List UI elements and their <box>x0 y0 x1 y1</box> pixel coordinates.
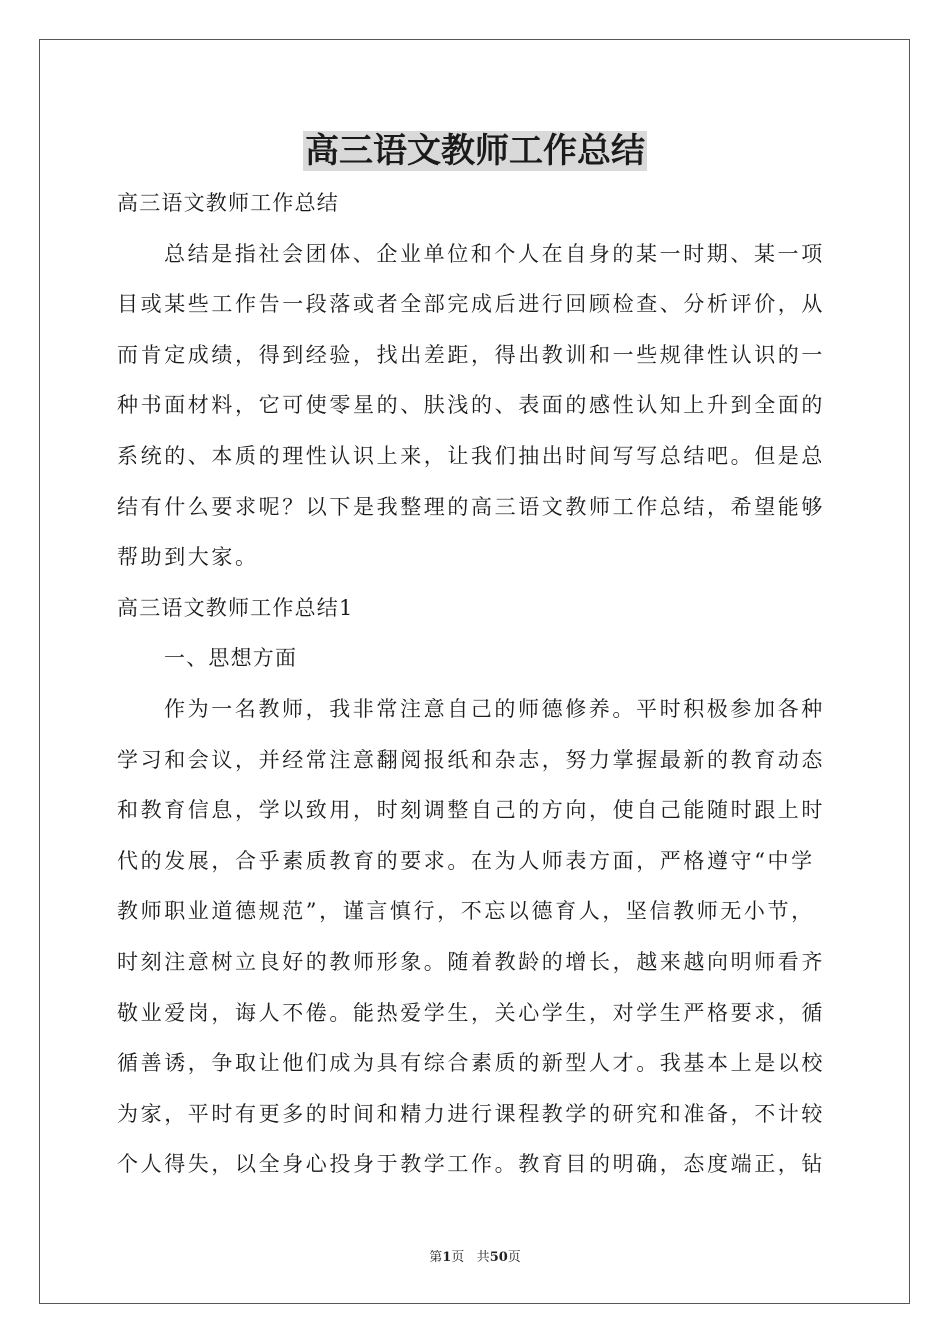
body-line: 作为一名教师，我非常注意自己的师德修养。平时积极参加各种 <box>164 696 825 721</box>
body-line: 学习和会议，并经常注意翻阅报纸和杂志，努力掌握最新的教育动态 <box>117 747 825 772</box>
body-line: 时刻注意树立良好的教师形象。随着教龄的增长，越来越向明师看齐 <box>117 949 825 974</box>
intro-line: 种书面材料，它可使零星的、肤浅的、表面的感性认知上升到全面的 <box>117 393 825 418</box>
total-suffix: 页 <box>507 1250 521 1265</box>
body-line: 和教育信息，学以致用，时刻调整自己的方向，使自己能随时跟上时 <box>117 798 825 823</box>
page-prefix: 第 <box>429 1250 443 1265</box>
document-body <box>117 178 833 1190</box>
body-line: 教师职业道德规范”，谨言慎行，不忘以德育人，坚信教师无小节， <box>117 899 815 924</box>
subsection-heading: 一、思想方面 <box>164 646 298 671</box>
page-number: 1 <box>442 1250 452 1265</box>
intro-line: 结有什么要求呢？以下是我整理的高三语文教师工作总结，希望能够 <box>117 494 825 519</box>
document-title-text: 高三语文教师工作总结 <box>305 131 645 171</box>
total-pages: 50 <box>489 1250 508 1265</box>
body-line: 循善诱，争取让他们成为具有综合素质的新型人才。我基本上是以校 <box>117 1051 825 1076</box>
page-suffix: 页 <box>451 1250 465 1265</box>
total-prefix: 共 <box>476 1250 490 1265</box>
intro-line: 而肯定成绩，得到经验，找出差距，得出教训和一些规律性认识的一 <box>117 342 825 367</box>
document-title <box>0 128 950 174</box>
body-line: 敬业爱岗，诲人不倦。能热爱学生，关心学生，对学生严格要求，循 <box>117 1000 825 1025</box>
page-footer <box>0 1246 950 1265</box>
intro-line: 总结是指社会团体、企业单位和个人在自身的某一时期、某一项 <box>164 241 825 266</box>
intro-line: 系统的、本质的理性认识上来，让我们抽出时间写写总结吧。但是总 <box>117 443 825 468</box>
body-line: 代的发展，合乎素质教育的要求。在为人师表方面，严格遵守“中学 <box>117 848 815 873</box>
intro-line: 帮助到大家。 <box>117 545 259 570</box>
document-subtitle: 高三语文教师工作总结 <box>117 191 339 215</box>
section-heading: 高三语文教师工作总结1 <box>117 595 354 620</box>
intro-line: 目或某些工作告一段落或者全部完成后进行回顾检查、分析评价，从 <box>117 292 825 317</box>
body-line: 为家，平时有更多的时间和精力进行课程教学的研究和准备，不计较 <box>117 1101 825 1126</box>
body-line: 个人得失，以全身心投身于教学工作。教育目的明确，态度端正，钻 <box>117 1152 825 1177</box>
